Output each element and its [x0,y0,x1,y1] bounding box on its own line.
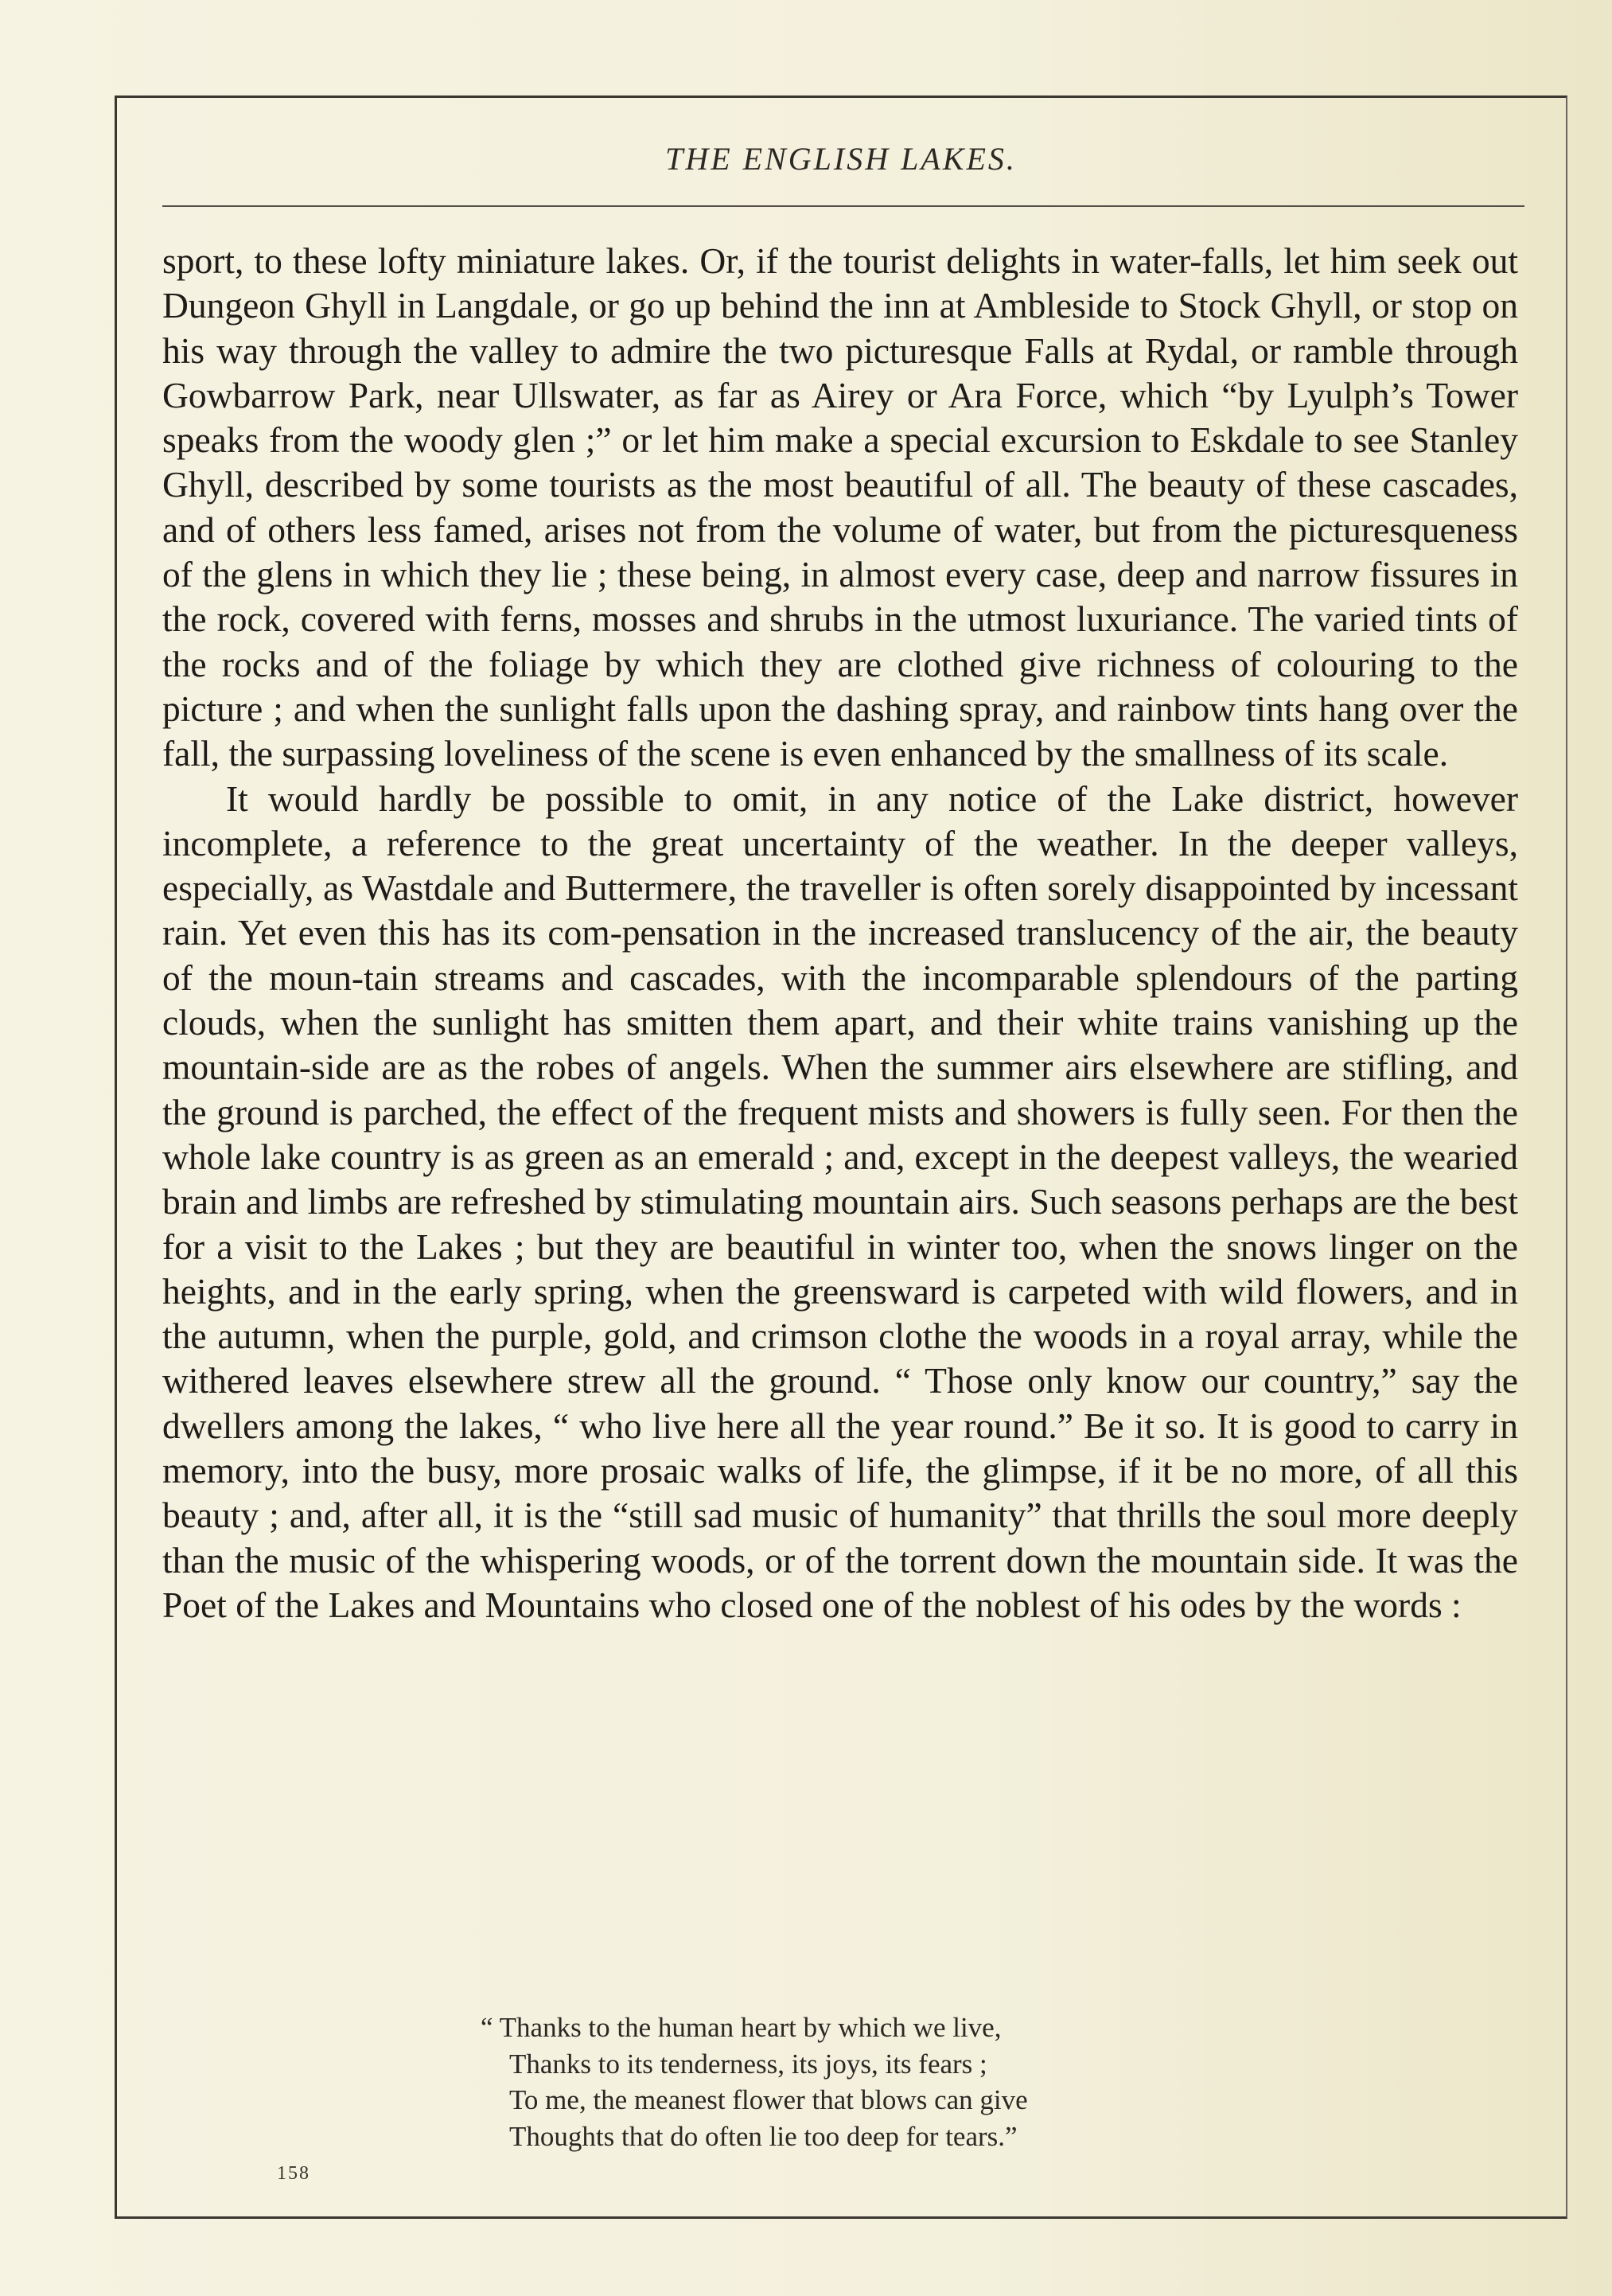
body-text [162,239,1518,1627]
verse-line: To me, the meanest flower that blows can give [509,2084,1028,2115]
page-number: 158 [277,2163,310,2184]
verse-line: “ Thanks to the human heart by which we live, [481,2012,1002,2043]
paragraph: sport, to these lofty miniature lakes. Or, if the tourist delights in water-falls, let him seek out Dungeon Ghyll in Langdale, or go up behind the inn at Ambleside to Stock Ghyll, or stop on his way through the valley to admire the two picturesque Falls at Rydal, or ramble through Gowbarrow Park, near Ullswater, as far as Airey or Ara Force, which “by Lyulph’s Tower speaks from the woody glen ;” or let him make a special excursion to Eskdale to see Stanley Ghyll, described by some tourists as the most beautiful of all. The beauty of these cascades, and of others less famed, arises not from the volume of water, but from the picturesqueness of the glens in which they lie ; these being, in almost every case, deep and narrow fissures in the rock, covered with ferns, mosses and shrubs in the utmost luxuriance. The varied tints of the rocks and of the foliage by which they are clothed give richness of colouring to the picture ; and when the sunlight falls upon the dashing spray, and rainbow tints hang over the fall, the surpassing loveliness of the scene is even enhanced by the smallness of its scale. [162,240,1518,774]
quoted-verse [481,2009,1197,2154]
verse-line: Thanks to its tenderness, its joys, its fears ; [509,2048,987,2080]
verse-line: Thoughts that do often lie too deep for tears.” [509,2120,1018,2152]
header-rule [162,205,1524,207]
paragraph: It would hardly be possible to omit, in any notice of the Lake district, however incomplete, a reference to the great uncertainty of the weather. In the deeper valleys, especially, as Wastdale and Buttermere, the traveller is often sorely disappointed by incessant rain. Yet even this has its com-pensation in the increased translucency of the air, the beauty of the moun-tain streams and cascades, with the incomparable splendours of the parting clouds, when the sunlight has smitten them apart, and their white trains vanishing up the mountain-side are as the robes of angels. When the summer airs elsewhere are stifling, and the ground is parched, the effect of the frequent mists and showers is fully seen. For then the whole lake country is as green as an emerald ; and, except in the deepest valleys, the wearied brain and limbs are refreshed by stimulating mountain airs. Such seasons perhaps are the best for a visit to the Lakes ; but they are beautiful in winter too, when the snows linger on the heights, and in the early spring, when the greensward is carpeted with wild flowers, and in the autumn, when the purple, gold, and crimson clothe the woods in a royal array, while the withered leaves elsewhere strew all the ground. “ Those only know our country,” say the dwellers among the lakes, “ who live here all the year round.” Be it so. It is good to carry in memory, into the busy, more prosaic walks of life, the glimpse, if it be no more, of all this beauty ; and, after all, it is the “still sad music of humanity” that thrills the soul more deeply than the music of the whispering woods, or of the torrent down the mountain side. It was the Poet of the Lakes and Mountains who closed one of the noblest of his odes by the words : [162,778,1518,1625]
running-header: THE ENGLISH LAKES. [665,141,1017,177]
